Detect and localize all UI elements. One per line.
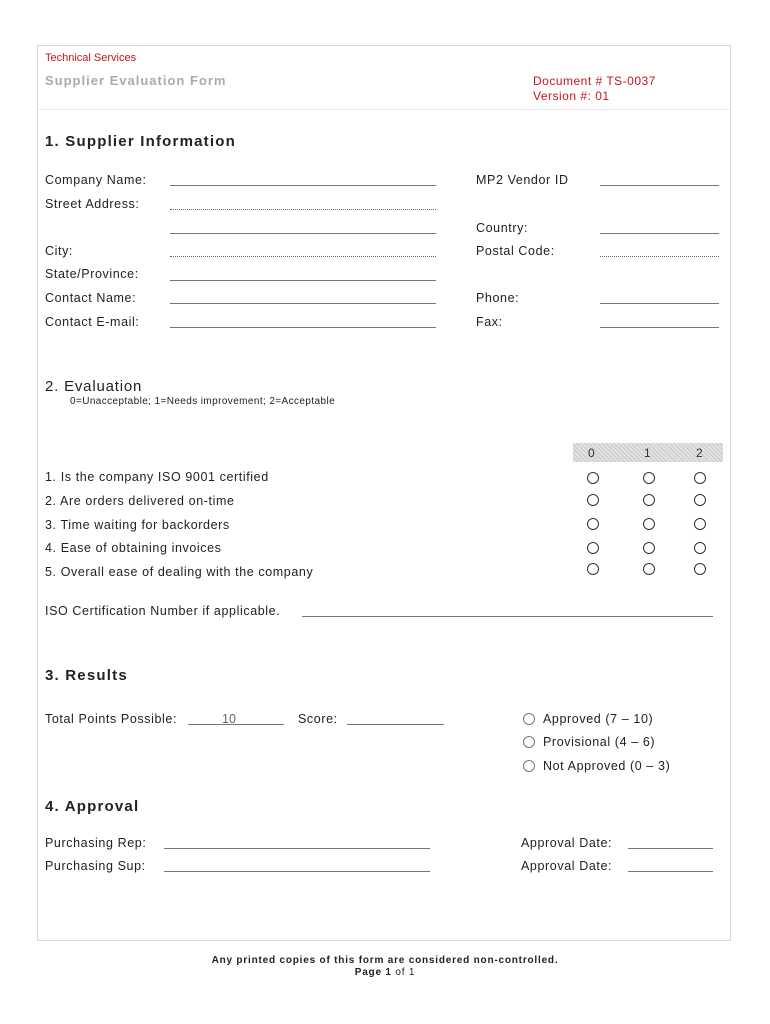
contact-email-label: Contact E-mail: — [45, 315, 140, 329]
question-2: 2. Are orders delivered on-time — [45, 494, 235, 508]
purchasing-sup-label: Purchasing Sup: — [45, 859, 146, 873]
contact-name-label: Contact Name: — [45, 291, 137, 305]
q2-rating-2-radio[interactable] — [694, 494, 706, 506]
form-title: Supplier Evaluation Form — [45, 73, 227, 88]
q1-rating-0-radio[interactable] — [587, 472, 599, 484]
q5-rating-1-radio[interactable] — [643, 563, 655, 575]
q3-rating-2-radio[interactable] — [694, 518, 706, 530]
evaluation-legend: 0=Unacceptable; 1=Needs improvement; 2=Acceptable — [70, 396, 336, 407]
phone-field[interactable] — [600, 303, 719, 304]
q4-rating-1-radio[interactable] — [643, 542, 655, 554]
scale-header-2: 2 — [696, 446, 703, 460]
q2-rating-1-radio[interactable] — [643, 494, 655, 506]
scale-header-1: 1 — [644, 446, 651, 460]
state-province-field[interactable] — [170, 280, 436, 281]
q1-rating-1-radio[interactable] — [643, 472, 655, 484]
question-3: 3. Time waiting for backorders — [45, 518, 230, 532]
company-name-label: Company Name: — [45, 173, 147, 187]
street-address-field-2[interactable] — [170, 233, 436, 234]
non-controlled-notice: Any printed copies of this form are considered non-controlled. — [211, 955, 559, 966]
purchasing-rep-label: Purchasing Rep: — [45, 836, 147, 850]
total-points-field — [188, 724, 284, 725]
section-results-title: 3. Results — [45, 667, 128, 684]
fax-field[interactable] — [600, 327, 719, 328]
total-points-label: Total Points Possible: — [45, 712, 178, 726]
version-number: Version #: 01 — [533, 89, 610, 103]
approved-option-label: Approved (7 – 10) — [543, 712, 654, 726]
state-province-label: State/Province: — [45, 267, 139, 281]
question-4: 4. Ease of obtaining invoices — [45, 541, 222, 555]
iso-certification-label: ISO Certification Number if applicable. — [45, 604, 281, 618]
country-label: Country: — [476, 221, 529, 235]
postal-code-field[interactable] — [600, 256, 719, 257]
q1-rating-2-radio[interactable] — [694, 472, 706, 484]
q4-rating-0-radio[interactable] — [587, 542, 599, 554]
company-name-field[interactable] — [170, 185, 436, 186]
q5-rating-2-radio[interactable] — [694, 563, 706, 575]
page-indicator — [0, 967, 770, 978]
approval-date-1-field[interactable] — [628, 848, 713, 849]
vendor-id-field[interactable] — [600, 185, 719, 186]
department-label: Technical Services — [45, 52, 137, 64]
q3-rating-1-radio[interactable] — [643, 518, 655, 530]
city-label: City: — [45, 244, 73, 258]
page-prefix: Page — [354, 967, 382, 978]
postal-code-label: Postal Code: — [476, 244, 555, 258]
not-approved-option-label: Not Approved (0 – 3) — [543, 759, 671, 773]
approval-date-1-label: Approval Date: — [521, 836, 613, 850]
not-approved-radio[interactable] — [523, 760, 535, 772]
section-evaluation-title: 2. Evaluation — [45, 378, 143, 395]
total-points-value: 10 — [222, 712, 236, 726]
score-field[interactable] — [347, 724, 444, 725]
vendor-id-label: MP2 Vendor ID — [476, 173, 569, 187]
approval-date-2-label: Approval Date: — [521, 859, 613, 873]
contact-name-field[interactable] — [170, 303, 436, 304]
approval-date-2-field[interactable] — [628, 871, 713, 872]
street-address-field-1[interactable] — [170, 209, 436, 210]
scale-header-0: 0 — [588, 446, 595, 460]
question-1: 1. Is the company ISO 9001 certified — [45, 470, 269, 484]
country-field[interactable] — [600, 233, 719, 234]
page-number: 1 — [385, 967, 392, 978]
page-of: of 1 — [395, 967, 416, 978]
section-supplier-information-title: 1. Supplier Information — [45, 133, 236, 150]
iso-certification-field[interactable] — [302, 616, 713, 617]
fax-label: Fax: — [476, 315, 503, 329]
city-field[interactable] — [170, 256, 436, 257]
score-label: Score: — [298, 712, 338, 726]
q4-rating-2-radio[interactable] — [694, 542, 706, 554]
provisional-radio[interactable] — [523, 736, 535, 748]
document-number: Document # TS-0037 — [533, 74, 656, 88]
contact-email-field[interactable] — [170, 327, 436, 328]
q5-rating-0-radio[interactable] — [587, 563, 599, 575]
header-divider — [37, 109, 731, 110]
section-approval-title: 4. Approval — [45, 798, 140, 815]
q3-rating-0-radio[interactable] — [587, 518, 599, 530]
q2-rating-0-radio[interactable] — [587, 494, 599, 506]
purchasing-rep-field[interactable] — [164, 848, 430, 849]
approved-radio[interactable] — [523, 713, 535, 725]
purchasing-sup-field[interactable] — [164, 871, 430, 872]
street-address-label: Street Address: — [45, 197, 140, 211]
question-5: 5. Overall ease of dealing with the company — [45, 565, 314, 579]
provisional-option-label: Provisional (4 – 6) — [543, 735, 656, 749]
phone-label: Phone: — [476, 291, 520, 305]
